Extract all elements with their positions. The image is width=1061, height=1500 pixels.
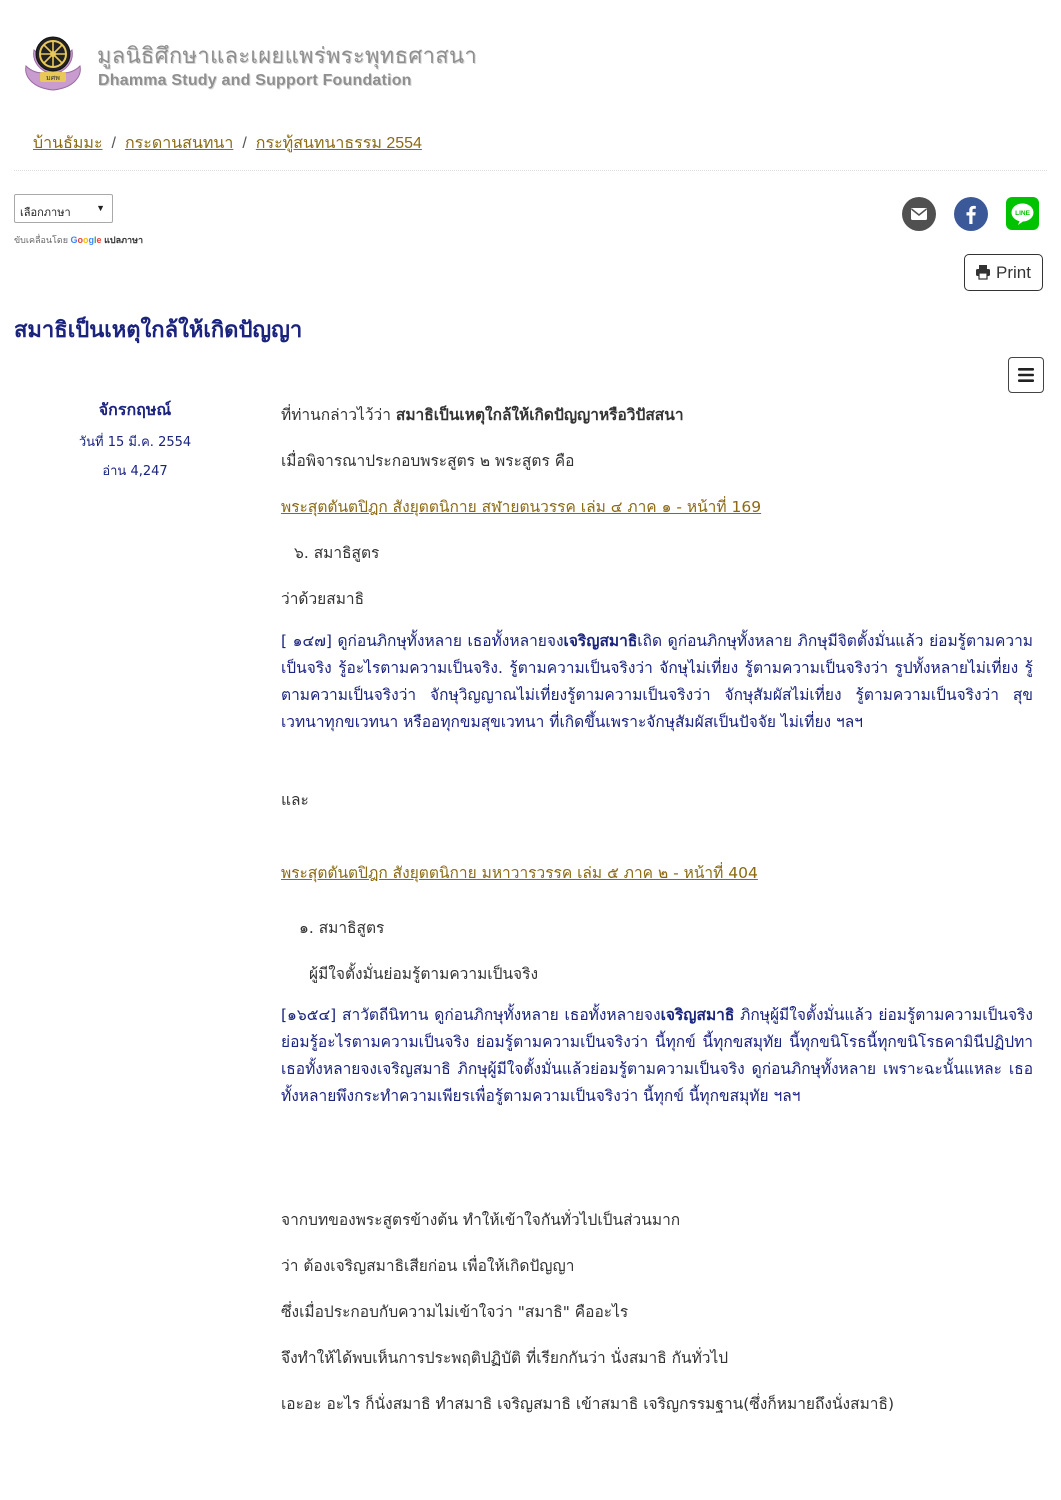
share-line-button[interactable]: [1006, 197, 1039, 230]
mail-icon: [902, 197, 936, 231]
facebook-icon: [954, 197, 988, 231]
foundation-logo: [22, 32, 84, 94]
dropdown-arrow-icon: ▼: [96, 203, 105, 213]
share-mail-button[interactable]: [902, 197, 936, 231]
sutta-reference-2: [281, 860, 1033, 885]
header-divider: [14, 170, 1047, 171]
breadcrumb-home-link[interactable]: บ้านธัมมะ: [33, 135, 103, 152]
sutta-link-1[interactable]: พระสุตตันตปิฎก สังยุตตนิกาย สฬายตนวรรค เล่ม ๔ ภาค ๑ - หน้าที่ 169: [281, 498, 762, 516]
sutta-1-quote: [ ๑๔๗] ดูก่อนภิกษุทั้งหลาย เธอทั้งหลายจงเจริญสมาธิเถิด ดูก่อนภิกษุทั้งหลาย ภิกษุมีจิตตั้งมั่นแล้ว ย่อมรู้ตามความเป็นจริง รู้อะไรตามความเป็นจริง. รู้ตามความเป็นจริงว่า จักษุไม่เที่ยง รู้ตามความเป็นจริงว่า รูปทั้งหลายไม่เที่ยง รู้ตามความเป็นจริงว่า จักษุวิญญาณไม่เที่ยงรู้ตามความเป็นจริงว่า จักษุสัมผัสไม่เที่ยง รู้ตามความเป็นจริงว่า สุขเวทนาทุกขเวทนา หรืออทุกขมสุขเวทนา ที่เกิดขึ้นเพราะจักษุสัมผัสเป็นปัจจัย ไม่เที่ยง ฯลฯ: [281, 632, 1033, 731]
printer-icon: [975, 264, 991, 280]
site-name-english: Dhamma Study and Support Foundation: [98, 72, 412, 89]
breadcrumb-separator: /: [242, 135, 247, 152]
google-translate-credit: [14, 233, 143, 247]
page-title: สมาธิเป็นเหตุใกล้ให้เกิดปัญญา: [14, 318, 303, 343]
sutta-link-2[interactable]: พระสุตตันตปิฎก สังยุตตนิกาย มหาวารวรรค เล่ม ๕ ภาค ๒ - หน้าที่ 404: [281, 864, 758, 882]
quote-bold-text: เจริญสมาธิ: [660, 1006, 735, 1024]
breadcrumb-category-link[interactable]: กระทู้สนทนาธรรม 2554: [255, 135, 422, 152]
sutta-1-title: ๖. สมาธิสูตร: [294, 544, 380, 562]
google-logo[interactable]: Google: [70, 235, 102, 245]
powered-by-label: ขับเคลื่อนโดย: [14, 235, 68, 245]
commentary-line: จากบทของพระสูตรข้างต้น ทำให้เข้าใจกันทั่วไปเป็นส่วนมาก: [281, 1211, 681, 1229]
share-facebook-button[interactable]: [954, 197, 988, 231]
menu-toggle-button[interactable]: [1008, 357, 1044, 393]
commentary-line: จึงทำให้ได้พบเห็นการประพฤติปฏิบัติ ที่เรียกกันว่า นั่งสมาธิ กันทั่วไป: [281, 1349, 729, 1367]
post-date: วันที่ 15 มี.ค. 2554: [78, 435, 192, 450]
language-select[interactable]: [14, 194, 113, 223]
translate-link[interactable]: แปลภาษา: [104, 235, 144, 245]
commentary-line: ซึ่งเมื่อประกอบกับความไม่เข้าใจว่า "สมาธิ" คืออะไร: [281, 1303, 629, 1321]
print-label: Print: [996, 263, 1031, 282]
commentary-line: ว่า ต้องเจริญสมาธิเสียก่อน เพื่อให้เกิดปัญญา: [281, 1257, 575, 1275]
conjunction-text: และ: [281, 791, 309, 809]
line-icon: [1006, 197, 1039, 230]
language-select-value: เลือกภาษา: [20, 207, 71, 219]
sutta-2-title: ๑. สมาธิสูตร: [299, 919, 385, 937]
breadcrumb: [33, 131, 422, 156]
hamburger-menu-icon: [1018, 368, 1034, 382]
quote-bold-text: เจริญสมาธิ: [563, 632, 638, 650]
sutta-2-subtitle: ผู้มีใจตั้งมั่นย่อมรู้ตามความเป็นจริง: [309, 965, 539, 983]
breadcrumb-board-link[interactable]: กระดานสนทนา: [124, 135, 234, 152]
post-author-info: [60, 398, 210, 489]
sutta-reference-1: [281, 494, 1033, 519]
svg-text:มศพ: มศพ: [46, 74, 60, 82]
commentary-line: เอะอะ อะไร ก็นั่งสมาธิ ทำสมาธิ เจริญสมาธิ เข้าสมาธิ เจริญกรรมฐาน(ซึ่งก็หมายถึงนั่งสมาธิ): [281, 1395, 894, 1413]
sutta-1-subtitle: ว่าด้วยสมาธิ: [281, 590, 365, 608]
intro-bold-text: สมาธิเป็นเหตุใกล้ให้เกิดปัญญาหรือวิปัสสนา: [395, 406, 684, 424]
site-name-thai: มูลนิธิศึกษาและเผยแพร่พระพุทธศาสนา: [97, 44, 477, 69]
site-header[interactable]: [20, 30, 500, 100]
paragraph: เมื่อพิจารณาประกอบพระสูตร ๒ พระสูตร คือ: [281, 452, 575, 470]
print-button[interactable]: [964, 254, 1043, 291]
svg-text:LINE: LINE: [1015, 210, 1030, 217]
intro-paragraph: ที่ท่านกล่าวไว้ว่า สมาธิเป็นเหตุใกล้ให้เกิดปัญญาหรือวิปัสสนา: [281, 406, 684, 424]
author-name[interactable]: จักรกฤษณ์: [98, 400, 172, 419]
breadcrumb-separator: /: [111, 135, 116, 152]
sutta-2-quote: [๑๖๕๔] สาวัตถีนิทาน ดูก่อนภิกษุทั้งหลาย เธอทั้งหลายจงเจริญสมาธิ ภิกษุผู้มีใจตั้งมั่นแล้ว ย่อมรู้ตามความเป็นจริง ย่อมรู้อะไรตามความเป็นจริง ย่อมรู้ตามความเป็นจริงว่า นี้ทุกข์ นี้ทุกขสมุทัย นี้ทุกขนิโรธนี้ทุกขนิโรธคามินีปฏิปทา เธอทั้งหลายจงเจริญสมาธิ ภิกษุผู้มีใจตั้งมั่นแล้วย่อมรู้ตามความเป็นจริง ดูก่อนภิกษุทั้งหลาย เพราะฉะนั้นแหละ เธอทั้งหลายพึงกระทำความเพียรเพื่อรู้ตามความเป็นจริงว่า นี้ทุกข์ นี้ทุกขสมุทัย ฯลฯ: [281, 1006, 1033, 1105]
view-count: อ่าน 4,247: [102, 464, 168, 479]
